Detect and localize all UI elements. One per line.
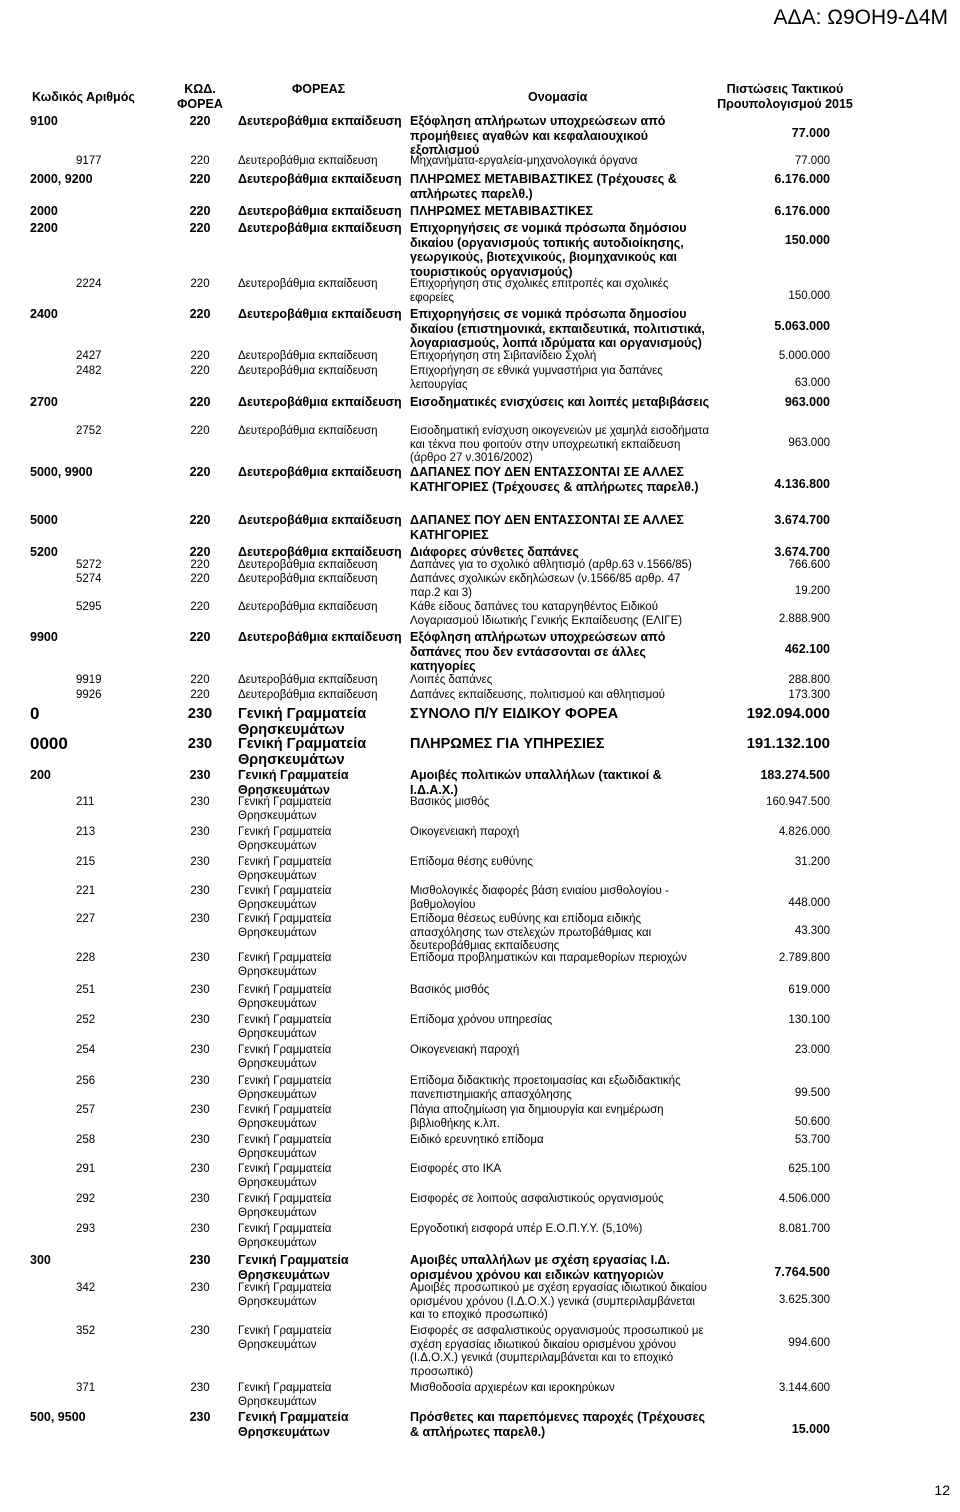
row-amount: 6.176.000 [774,204,830,218]
row-foreas: Δευτεροβάθμια εκπαίδευση [238,350,378,362]
row-onomasia: Βασικός μισθός [410,796,490,808]
row-foreas: Γενική Γραμματεία Θρησκευμάτων [238,1075,332,1101]
row-code: 9900 [30,630,58,644]
row-kod-foreas: 220 [190,601,210,613]
row-onomasia: Εισφορές σε ασφαλιστικούς οργανισμούς προσωπικού με σχέση εργασίας ιδιωτικού δικαίου ορισμένου χρόνου (Ι.Δ.Ο.Χ.) γενικά (συμπεριλαμβάνεται και το εποχικό προσωπικό) [410,1325,704,1378]
row-kod-foreas: 220 [190,689,210,701]
row-amount: 288.800 [788,674,830,686]
row-amount: 7.764.500 [774,1265,830,1279]
row-onomasia: Εισοδηματική ενίσχυση οικογενειών με χαμηλά εισοδήματα και τέκνα που φοιτούν στην υποχρεωτική εκπαίδευση (άρθρο 27 ν.3016/2002) [410,425,709,464]
row-kod-foreas: 230 [190,1193,210,1205]
row-code: 5295 [76,601,102,613]
row-onomasia: Διάφορες σύνθετες δαπάνες [410,545,579,559]
page-number: 12 [934,1482,950,1498]
row-kod-foreas: 220 [189,221,211,235]
row-kod-foreas: 220 [190,365,210,377]
row-code: 371 [76,1382,96,1394]
row-onomasia: ΠΛΗΡΩΜΕΣ ΓΙΑ ΥΠΗΡΕΣΙΕΣ [410,736,605,752]
row-code: 2700 [30,395,58,409]
row-onomasia: Επίδομα θέσεως ευθύνης και επίδομα ειδικής απασχόλησης των στελεχών πρωτοβάθμιας και δευτεροβάθμιας εκπαίδευσης [410,913,652,952]
row-onomasia: Εισφορές στο ΙΚΑ [410,1163,502,1175]
row-amount: 130.100 [788,1014,830,1026]
row-code: 215 [76,856,96,868]
row-onomasia: Ειδικό ερευνητικό επίδομα [410,1134,544,1146]
row-kod-foreas: 230 [190,796,210,808]
row-amount: 4.826.000 [778,826,830,838]
row-amount: 3.625.300 [778,1294,830,1306]
row-kod-foreas: 230 [190,1282,210,1294]
row-foreas: Δευτεροβάθμια εκπαίδευση [238,365,378,377]
row-amount: 43.300 [794,925,830,937]
row-code: 292 [76,1193,96,1205]
row-code: 2000 [30,204,58,218]
row-kod-foreas: 220 [189,307,211,321]
row-onomasia: ΠΛΗΡΩΜΕΣ ΜΕΤΑΒΙΒΑΣΤΙΚΕΣ [410,204,593,218]
row-onomasia: Μισθολογικές διαφορές βάση ενιαίου μισθολογίου - βαθμολογίου [410,885,669,911]
row-code: 5274 [76,573,102,585]
row-onomasia: Δαπάνες εκπαίδευσης, πολιτισμού και αθλητισμού [410,689,665,701]
row-onomasia: Μισθοδοσία αρχιερέων και ιεροκηρύκων [410,1382,615,1394]
row-kod-foreas: 220 [189,630,211,644]
row-onomasia: Επιχορήγηση στη Σιβιτανίδειο Σχολή [410,350,597,362]
row-amount: 2.789.800 [778,952,830,964]
row-onomasia: Βασικός μισθός [410,984,490,996]
row-code: 5000, 9900 [30,465,93,479]
row-foreas: Δευτεροβάθμια εκπαίδευση [238,425,378,437]
row-code: 0 [30,704,40,723]
row-kod-foreas: 220 [190,674,210,686]
row-amount: 53.700 [794,1134,830,1146]
row-code: 9100 [30,114,58,128]
row-code: 300 [30,1253,51,1267]
col-kod-header: ΚΩΔ. ΦΟΡΕΑ [177,82,223,111]
row-amount: 160.947.500 [766,796,830,808]
row-code: 293 [76,1223,96,1235]
row-kod-foreas: 230 [190,856,210,868]
row-onomasia: ΠΛΗΡΩΜΕΣ ΜΕΤΑΒΙΒΑΣΤΙΚΕΣ (Τρέχουσες & απλήρωτες παρελθ.) [410,172,677,201]
row-amount: 963.000 [788,437,830,449]
row-onomasia: Εξόφληση απλήρωτων υποχρεώσεων από δαπάνες που δεν εντάσσονται σε άλλες κατηγορίες [410,630,666,673]
row-amount: 5.000.000 [778,350,830,362]
row-kod-foreas: 230 [190,1163,210,1175]
row-amount: 4.136.800 [774,477,830,491]
row-foreas: Δευτεροβάθμια εκπαίδευση [238,155,378,167]
row-kod-foreas: 230 [189,1253,211,1267]
row-foreas: Δευτεροβάθμια εκπαίδευση [238,221,402,235]
row-onomasia: Επίδομα θέσης ευθύνης [410,856,533,868]
row-code: 0000 [30,734,68,753]
row-amount: 173.300 [788,689,830,701]
row-code: 2427 [76,350,102,362]
row-foreas: Γενική Γραμματεία Θρησκευμάτων [238,1104,332,1130]
row-kod-foreas: 220 [190,573,210,585]
row-onomasia: Επιχορηγήσεις σε νομικά πρόσωπα δημοσίου δικαίου (επιστημονικά, εκπαιδευτικά, πολιτιστικά, λογαριασμούς, λοιπά ιδρύματα και οργανισμούς) [410,307,705,350]
row-onomasia: Οικογενειακή παροχή [410,826,520,838]
row-onomasia: Αμοιβές υπαλλήλων με σχέση εργασίας Ι.Δ. ορισμένου χρόνου και ειδικών κατηγοριών [410,1253,671,1282]
row-kod-foreas: 220 [189,114,211,128]
row-onomasia: Οικογενειακή παροχή [410,1044,520,1056]
row-foreas: Δευτεροβάθμια εκπαίδευση [238,114,402,128]
row-amount: 2.888.900 [778,613,830,625]
row-code: 211 [76,796,95,808]
row-amount: 448.000 [788,897,830,909]
row-foreas: Γενική Γραμματεία Θρησκευμάτων [238,952,332,978]
row-foreas: Γενική Γραμματεία Θρησκευμάτων [238,1044,332,1070]
row-foreas: Δευτεροβάθμια εκπαίδευση [238,559,378,571]
row-foreas: Δευτεροβάθμια εκπαίδευση [238,395,402,409]
row-kod-foreas: 230 [187,706,213,722]
col-foreas-header: ΦΟΡΕΑΣ [292,82,346,96]
row-onomasia: Δαπάνες για το σχολικό αθλητισμό (αρθρ.63 ν.1566/85) [410,559,692,571]
row-kod-foreas: 230 [190,952,210,964]
row-code: 352 [76,1325,96,1337]
row-onomasia: Επιχορήγηση σε εθνικά γυμναστήρια για δαπάνες λειτουργίας [410,365,663,391]
row-foreas: Γενική Γραμματεία Θρησκευμάτων [238,1163,332,1189]
row-foreas: Γενική Γραμματεία Θρησκευμάτων [238,885,332,911]
row-foreas: Δευτεροβάθμια εκπαίδευση [238,172,402,186]
row-code: 5200 [30,545,58,559]
row-foreas: Δευτεροβάθμια εκπαίδευση [238,204,402,218]
row-kod-foreas: 230 [190,826,210,838]
row-foreas: Δευτεροβάθμια εκπαίδευση [238,601,378,613]
row-amount: 99.500 [794,1087,830,1099]
row-kod-foreas: 220 [189,465,211,479]
row-foreas: Γενική Γραμματεία Θρησκευμάτων [238,826,332,852]
row-foreas: Γενική Γραμματεία Θρησκευμάτων [238,768,349,797]
row-amount: 3.674.700 [774,513,830,527]
row-kod-foreas: 220 [190,425,210,437]
row-foreas: Δευτεροβάθμια εκπαίδευση [238,545,402,559]
row-code: 254 [76,1044,96,1056]
row-code: 2200 [30,221,58,235]
row-onomasia: Επιχορήγηση στις σχολικές επιτροπές και σχολικές εφορείες [410,278,669,304]
row-code: 252 [76,1014,96,1026]
row-foreas: Δευτεροβάθμια εκπαίδευση [238,278,378,290]
row-code: 5000 [30,513,58,527]
row-amount: 462.100 [784,642,830,656]
row-kod-foreas: 230 [190,885,210,897]
row-code: 258 [76,1134,96,1146]
row-foreas: Δευτεροβάθμια εκπαίδευση [238,630,402,644]
row-code: 9919 [76,674,102,686]
row-kod-foreas: 230 [189,1410,211,1424]
row-amount: 625.100 [788,1163,830,1175]
row-foreas: Δευτεροβάθμια εκπαίδευση [238,307,402,321]
row-onomasia: Εισφορές σε λοιπούς ασφαλιστικούς οργανισμούς [410,1193,664,1205]
row-amount: 994.600 [788,1337,830,1349]
row-foreas: Γενική Γραμματεία Θρησκευμάτων [238,856,332,882]
row-foreas: Γενική Γραμματεία Θρησκευμάτων [238,1223,332,1249]
row-code: 2400 [30,307,58,321]
row-amount: 963.000 [784,395,830,409]
row-amount: 766.600 [788,559,830,571]
row-kod-foreas: 230 [190,913,210,925]
row-kod-foreas: 230 [190,1075,210,1087]
row-onomasia: Εξόφληση απλήρωτων υποχρεώσεων από προμήθειες αγαθών και κεφαλαιουχικού εξοπλισμού [410,114,666,157]
row-onomasia: Επίδομα διδακτικής προετοιμασίας και εξωδιδακτικής πανεπιστημιακής απασχόλησης [410,1075,681,1101]
row-code: 342 [76,1282,96,1294]
row-foreas: Δευτεροβάθμια εκπαίδευση [238,674,378,686]
row-onomasia: Επίδομα χρόνου υπηρεσίας [410,1014,553,1026]
row-onomasia: Λοιπές δαπάνες [410,674,493,686]
row-foreas: Γενική Γραμματεία Θρησκευμάτων [238,1014,332,1040]
row-onomasia: Δαπάνες σχολικών εκδηλώσεων (ν.1566/85 αρθρ. 47 παρ.2 και 3) [410,573,681,599]
row-onomasia: ΣΥΝΟΛΟ Π/Υ ΕΙΔΙΚΟΥ ΦΟΡΕΑ [410,706,619,722]
row-amount: 619.000 [788,984,830,996]
row-code: 256 [76,1075,96,1087]
row-foreas: Γενική Γραμματεία Θρησκευμάτων [238,706,367,738]
row-onomasia: Επίδομα προβληματικών και παραμεθορίων περιοχών [410,952,687,964]
row-code: 213 [76,826,96,838]
row-kod-foreas: 230 [190,1325,210,1337]
row-onomasia: Αμοιβές πολιτικών υπαλλήλων (τακτικοί & Ι.Δ.Α.Χ.) [410,768,662,797]
row-code: 9926 [76,689,102,701]
row-kod-foreas: 230 [190,1382,210,1394]
row-kod-foreas: 220 [190,278,210,290]
row-code: 200 [30,768,51,782]
row-code: 291 [76,1163,96,1175]
row-foreas: Γενική Γραμματεία Θρησκευμάτων [238,1134,332,1160]
row-kod-foreas: 230 [190,1223,210,1235]
row-foreas: Δευτεροβάθμια εκπαίδευση [238,513,402,527]
row-kod-foreas: 220 [189,513,211,527]
row-amount: 192.094.000 [746,705,830,722]
row-onomasia: ΔΑΠΑΝΕΣ ΠΟΥ ΔΕΝ ΕΝΤΑΣΣΟΝΤΑΙ ΣΕ ΑΛΛΕΣ ΚΑΤΗΓΟΡΙΕΣ [410,513,684,542]
row-amount: 4.506.000 [778,1193,830,1205]
row-foreas: Γενική Γραμματεία Θρησκευμάτων [238,1193,332,1219]
row-code: 2224 [76,278,102,290]
row-foreas: Γενική Γραμματεία Θρησκευμάτων [238,913,332,939]
row-amount: 183.274.500 [760,768,830,782]
row-onomasia: Επιχορηγήσεις σε νομικά πρόσωπα δημόσιου δικαίου (οργανισμούς τοπικής αυτοδιοίκησης, γεωργικούς, βιοτεχνικούς, βιομηχανικούς και τουριστικούς οργανισμούς) [410,221,687,279]
row-onomasia: Εισοδηματικές ενισχύσεις και λοιπές μεταβιβάσεις [410,395,710,409]
row-onomasia: Μηχανήματα-εργαλεία-μηχανολογικά όργανα [410,155,638,167]
row-amount: 63.000 [794,377,830,389]
row-amount: 191.132.100 [746,735,830,752]
row-foreas: Γενική Γραμματεία Θρησκευμάτων [238,984,332,1010]
row-foreas: Δευτεροβάθμια εκπαίδευση [238,689,378,701]
row-kod-foreas: 230 [190,1134,210,1146]
row-code: 257 [76,1104,96,1116]
row-kod-foreas: 220 [189,204,211,218]
row-code: 9177 [76,155,102,167]
row-amount: 150.000 [788,290,830,302]
row-onomasia: Πρόσθετες και παρεπόμενες παροχές (Τρέχουσες & απλήρωτες παρελθ.) [410,1410,705,1439]
row-kod-foreas: 220 [190,155,210,167]
row-onomasia: Κάθε είδους δαπάνες του καταργηθέντος Ειδικού Λογαριασμού Ιδιωτικής Γενικής Εκπαίδευσης (ΕΛΙΓΕ) [410,601,683,627]
row-amount: 8.081.700 [778,1223,830,1235]
row-amount: 5.063.000 [774,319,830,333]
row-amount: 150.000 [784,233,830,247]
row-amount: 23.000 [794,1044,830,1056]
row-amount: 15.000 [791,1422,830,1436]
row-code: 5272 [76,559,102,571]
row-kod-foreas: 220 [190,559,210,571]
row-foreas: Γενική Γραμματεία Θρησκευμάτων [238,1382,332,1408]
row-kod-foreas: 220 [189,395,211,409]
row-onomasia: Πάγια αποζημίωση για δημιουργία και ενημέρωση βιβλιοθήκης κ.λπ. [410,1104,664,1130]
row-code: 227 [76,913,96,925]
row-kod-foreas: 230 [189,768,211,782]
row-onomasia: Αμοιβές προσωπικού με σχέση εργασίας ιδιωτικού δικαίου ορισμένου χρόνου (Ι.Δ.Ο.Χ.) γενικά (συμπεριλαμβάνεται και το εποχικό προσωπικό) [410,1282,707,1321]
row-amount: 77.000 [791,126,830,140]
row-foreas: Γενική Γραμματεία Θρησκευμάτων [238,1282,332,1308]
row-amount: 3.674.700 [774,545,830,559]
row-foreas: Γενική Γραμματεία Θρησκευμάτων [238,736,367,768]
row-kod-foreas: 220 [189,545,211,559]
row-amount: 3.144.600 [778,1382,830,1394]
row-code: 221 [76,885,96,897]
row-code: 228 [76,952,96,964]
row-code: 2752 [76,425,102,437]
row-kod-foreas: 230 [190,984,210,996]
row-amount: 6.176.000 [774,172,830,186]
row-foreas: Γενική Γραμματεία Θρησκευμάτων [238,796,332,822]
ada-stamp: ΑΔΑ: Ω9ΟΗ9-Δ4Μ [773,6,948,29]
row-kod-foreas: 230 [187,736,213,752]
row-kod-foreas: 230 [190,1014,210,1026]
row-code: 2482 [76,365,102,377]
row-foreas: Γενική Γραμματεία Θρησκευμάτων [238,1253,349,1282]
row-onomasia: ΔΑΠΑΝΕΣ ΠΟΥ ΔΕΝ ΕΝΤΑΣΣΟΝΤΑΙ ΣΕ ΑΛΛΕΣ ΚΑΤΗΓΟΡΙΕΣ (Τρέχουσες & απλήρωτες παρελθ.) [410,465,699,494]
row-kod-foreas: 230 [190,1044,210,1056]
row-kod-foreas: 220 [189,172,211,186]
row-code: 251 [76,984,96,996]
row-amount: 50.600 [794,1116,830,1128]
col-amount-header: Πιστώσεις Τακτικού Προυπολογισμού 2015 [717,82,853,111]
row-foreas: Δευτεροβάθμια εκπαίδευση [238,573,378,585]
row-amount: 31.200 [794,856,830,868]
row-amount: 77.000 [794,155,830,167]
row-kod-foreas: 230 [190,1104,210,1116]
row-amount: 19.200 [794,585,830,597]
row-foreas: Γενική Γραμματεία Θρησκευμάτων [238,1325,332,1351]
row-onomasia: Εργοδοτική εισφορά υπέρ Ε.Ο.Π.Υ.Υ. (5,10%) [410,1223,643,1235]
col-onomasia-header: Ονομασία [528,90,588,104]
row-kod-foreas: 220 [190,350,210,362]
row-code: 2000, 9200 [30,172,93,186]
row-code: 500, 9500 [30,1410,86,1424]
row-foreas: Γενική Γραμματεία Θρησκευμάτων [238,1410,349,1439]
row-foreas: Δευτεροβάθμια εκπαίδευση [238,465,402,479]
col-code-header: Κωδικός Αριθμός [32,90,135,104]
